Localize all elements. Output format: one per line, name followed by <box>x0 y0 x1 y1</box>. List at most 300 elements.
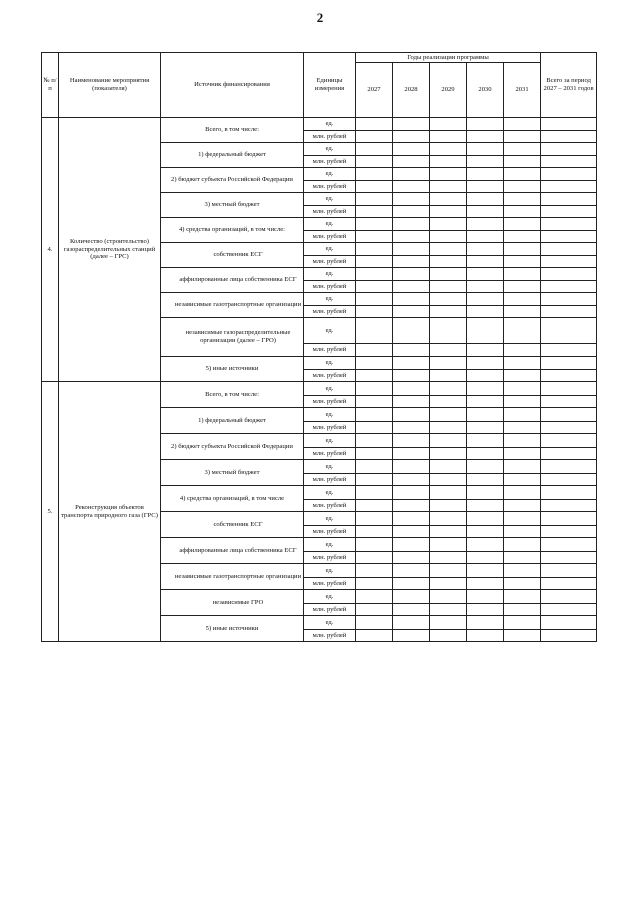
unit-count: ед. <box>304 293 356 306</box>
value-cell <box>430 590 467 604</box>
financing-table <box>41 52 597 642</box>
value-cell <box>356 181 393 193</box>
value-cell <box>356 474 393 486</box>
value-cell <box>356 578 393 590</box>
funding-source: независимые газораспределительные организации (далее – ГРО) <box>161 318 304 357</box>
value-cell <box>430 552 467 564</box>
value-cell <box>356 243 393 256</box>
unit-money: млн. рублей <box>304 281 356 293</box>
total-cell <box>541 357 597 370</box>
value-cell <box>504 460 541 474</box>
unit-count: ед. <box>304 616 356 630</box>
unit-count: ед. <box>304 434 356 448</box>
value-cell <box>430 181 467 193</box>
funding-source: 1) федеральный бюджет <box>161 408 304 434</box>
value-cell <box>504 434 541 448</box>
value-cell <box>430 604 467 616</box>
unit-money: млн. рублей <box>304 131 356 143</box>
value-cell <box>393 344 430 357</box>
value-cell <box>393 474 430 486</box>
section-name: Количество (строительство) газораспределительных станций (далее – ГРС) <box>59 118 161 382</box>
value-cell <box>393 281 430 293</box>
unit-money: млн. рублей <box>304 474 356 486</box>
value-cell <box>356 564 393 578</box>
value-cell <box>356 382 393 396</box>
value-cell <box>393 357 430 370</box>
value-cell <box>356 448 393 460</box>
unit-count: ед. <box>304 564 356 578</box>
value-cell <box>504 206 541 218</box>
value-cell <box>356 344 393 357</box>
value-cell <box>467 156 504 168</box>
value-cell <box>504 382 541 396</box>
unit-money: млн. рублей <box>304 526 356 538</box>
value-cell <box>393 564 430 578</box>
value-cell <box>504 193 541 206</box>
section-name: Реконструкция объектов транспорта природного газа (ГРС) <box>59 382 161 642</box>
value-cell <box>356 318 393 344</box>
value-cell <box>430 344 467 357</box>
total-cell <box>541 293 597 306</box>
total-cell <box>541 243 597 256</box>
value-cell <box>430 434 467 448</box>
funding-source: собственник ЕСГ <box>161 512 304 538</box>
value-cell <box>467 500 504 512</box>
value-cell <box>467 318 504 344</box>
value-cell <box>504 578 541 590</box>
value-cell <box>504 156 541 168</box>
value-cell <box>356 118 393 131</box>
value-cell <box>393 131 430 143</box>
value-cell <box>430 486 467 500</box>
total-cell <box>541 181 597 193</box>
value-cell <box>393 256 430 268</box>
value-cell <box>356 512 393 526</box>
value-cell <box>430 448 467 460</box>
value-cell <box>467 206 504 218</box>
total-cell <box>541 448 597 460</box>
unit-money: млн. рублей <box>304 344 356 357</box>
value-cell <box>356 268 393 281</box>
value-cell <box>467 564 504 578</box>
value-cell <box>467 474 504 486</box>
value-cell <box>430 370 467 382</box>
funding-source: 4) средства организаций, в том числе: <box>161 218 304 243</box>
total-cell <box>541 268 597 281</box>
value-cell <box>504 448 541 460</box>
value-cell <box>430 243 467 256</box>
unit-money: млн. рублей <box>304 370 356 382</box>
value-cell <box>504 318 541 344</box>
total-cell <box>541 281 597 293</box>
value-cell <box>393 590 430 604</box>
value-cell <box>430 193 467 206</box>
page-number: 2 <box>316 10 324 25</box>
unit-money: млн. рублей <box>304 306 356 318</box>
header-num: № п/п <box>42 53 59 118</box>
value-cell <box>504 396 541 408</box>
value-cell <box>504 231 541 243</box>
value-cell <box>504 604 541 616</box>
value-cell <box>467 578 504 590</box>
value-cell <box>356 218 393 231</box>
funding-source: 3) местный бюджет <box>161 193 304 218</box>
value-cell <box>504 552 541 564</box>
section-number: 4. <box>42 118 59 382</box>
total-cell <box>541 382 597 396</box>
total-cell <box>541 218 597 231</box>
value-cell <box>430 268 467 281</box>
unit-count: ед. <box>304 168 356 181</box>
header-year: 2031 <box>504 63 541 118</box>
value-cell <box>356 131 393 143</box>
value-cell <box>504 474 541 486</box>
header-years-group: Годы реализации программы <box>356 53 541 63</box>
value-cell <box>467 486 504 500</box>
value-cell <box>504 344 541 357</box>
value-cell <box>356 422 393 434</box>
value-cell <box>467 526 504 538</box>
total-cell <box>541 422 597 434</box>
unit-count: ед. <box>304 512 356 526</box>
unit-count: ед. <box>304 486 356 500</box>
table-row <box>42 118 597 131</box>
value-cell <box>504 218 541 231</box>
total-cell <box>541 131 597 143</box>
value-cell <box>430 564 467 578</box>
value-cell <box>504 486 541 500</box>
value-cell <box>430 168 467 181</box>
value-cell <box>393 293 430 306</box>
total-cell <box>541 143 597 156</box>
value-cell <box>430 474 467 486</box>
value-cell <box>393 486 430 500</box>
total-cell <box>541 590 597 604</box>
unit-count: ед. <box>304 143 356 156</box>
total-cell <box>541 156 597 168</box>
value-cell <box>430 630 467 642</box>
value-cell <box>430 118 467 131</box>
funding-source: аффилированные лица собственника ЕСГ <box>161 268 304 293</box>
value-cell <box>393 604 430 616</box>
total-cell <box>541 434 597 448</box>
value-cell <box>356 193 393 206</box>
value-cell <box>467 434 504 448</box>
unit-count: ед. <box>304 460 356 474</box>
funding-source: 4) средства организаций, в том числе <box>161 486 304 512</box>
value-cell <box>467 293 504 306</box>
funding-source: Всего, в том числе: <box>161 382 304 408</box>
value-cell <box>393 118 430 131</box>
header-name: Наименование мероприятия (показателя) <box>59 53 161 118</box>
value-cell <box>504 268 541 281</box>
unit-money: млн. рублей <box>304 181 356 193</box>
value-cell <box>467 460 504 474</box>
unit-money: млн. рублей <box>304 604 356 616</box>
value-cell <box>430 143 467 156</box>
total-cell <box>541 604 597 616</box>
value-cell <box>467 552 504 564</box>
value-cell <box>504 630 541 642</box>
value-cell <box>430 382 467 396</box>
funding-source: 2) бюджет субъекта Российской Федерации <box>161 168 304 193</box>
value-cell <box>356 231 393 243</box>
value-cell <box>393 218 430 231</box>
value-cell <box>504 616 541 630</box>
value-cell <box>504 306 541 318</box>
header-year: 2030 <box>467 63 504 118</box>
value-cell <box>393 616 430 630</box>
table-body <box>42 118 597 642</box>
value-cell <box>356 408 393 422</box>
value-cell <box>430 281 467 293</box>
unit-count: ед. <box>304 538 356 552</box>
value-cell <box>430 396 467 408</box>
value-cell <box>393 382 430 396</box>
total-cell <box>541 344 597 357</box>
funding-source: независимые газотранспортные организации <box>161 293 304 318</box>
header-year: 2028 <box>393 63 430 118</box>
unit-money: млн. рублей <box>304 422 356 434</box>
unit-money: млн. рублей <box>304 552 356 564</box>
value-cell <box>504 538 541 552</box>
value-cell <box>467 382 504 396</box>
value-cell <box>356 500 393 512</box>
value-cell <box>393 268 430 281</box>
funding-source: независимые ГРО <box>161 590 304 616</box>
total-cell <box>541 552 597 564</box>
value-cell <box>504 422 541 434</box>
value-cell <box>467 616 504 630</box>
value-cell <box>504 357 541 370</box>
total-cell <box>541 370 597 382</box>
value-cell <box>504 564 541 578</box>
value-cell <box>393 156 430 168</box>
value-cell <box>356 156 393 168</box>
value-cell <box>504 131 541 143</box>
value-cell <box>430 357 467 370</box>
value-cell <box>393 143 430 156</box>
value-cell <box>504 181 541 193</box>
value-cell <box>356 486 393 500</box>
value-cell <box>504 143 541 156</box>
unit-count: ед. <box>304 218 356 231</box>
value-cell <box>467 448 504 460</box>
value-cell <box>393 306 430 318</box>
total-cell <box>541 231 597 243</box>
value-cell <box>393 538 430 552</box>
value-cell <box>467 630 504 642</box>
unit-count: ед. <box>304 382 356 396</box>
value-cell <box>393 193 430 206</box>
value-cell <box>430 500 467 512</box>
funding-source: 3) местный бюджет <box>161 460 304 486</box>
unit-money: млн. рублей <box>304 156 356 168</box>
value-cell <box>467 181 504 193</box>
value-cell <box>467 281 504 293</box>
value-cell <box>504 590 541 604</box>
total-cell <box>541 538 597 552</box>
value-cell <box>430 460 467 474</box>
total-cell <box>541 616 597 630</box>
value-cell <box>504 370 541 382</box>
value-cell <box>430 306 467 318</box>
value-cell <box>467 256 504 268</box>
value-cell <box>393 206 430 218</box>
total-cell <box>541 486 597 500</box>
unit-count: ед. <box>304 318 356 344</box>
unit-money: млн. рублей <box>304 500 356 512</box>
value-cell <box>467 422 504 434</box>
value-cell <box>356 434 393 448</box>
value-cell <box>430 131 467 143</box>
unit-money: млн. рублей <box>304 578 356 590</box>
section-number: 5. <box>42 382 59 642</box>
value-cell <box>356 206 393 218</box>
value-cell <box>356 460 393 474</box>
value-cell <box>430 318 467 344</box>
value-cell <box>356 604 393 616</box>
total-cell <box>541 578 597 590</box>
header-year: 2029 <box>430 63 467 118</box>
total-cell <box>541 460 597 474</box>
funding-source: 5) иные источники <box>161 357 304 382</box>
unit-money: млн. рублей <box>304 256 356 268</box>
value-cell <box>356 281 393 293</box>
unit-count: ед. <box>304 268 356 281</box>
funding-source: собственник ЕСГ <box>161 243 304 268</box>
value-cell <box>467 168 504 181</box>
value-cell <box>356 168 393 181</box>
value-cell <box>430 408 467 422</box>
unit-count: ед. <box>304 590 356 604</box>
value-cell <box>356 538 393 552</box>
value-cell <box>504 408 541 422</box>
total-cell <box>541 206 597 218</box>
value-cell <box>467 143 504 156</box>
value-cell <box>467 590 504 604</box>
value-cell <box>504 512 541 526</box>
value-cell <box>393 434 430 448</box>
value-cell <box>467 306 504 318</box>
value-cell <box>393 578 430 590</box>
value-cell <box>430 526 467 538</box>
header-total: Всего за период 2027 – 2031 годов <box>541 53 597 118</box>
funding-source: 5) иные источники <box>161 616 304 642</box>
unit-count: ед. <box>304 118 356 131</box>
value-cell <box>467 538 504 552</box>
value-cell <box>393 460 430 474</box>
funding-source: аффилированные лица собственника ЕСГ <box>161 538 304 564</box>
unit-money: млн. рублей <box>304 630 356 642</box>
value-cell <box>467 344 504 357</box>
value-cell <box>504 526 541 538</box>
value-cell <box>430 231 467 243</box>
value-cell <box>504 281 541 293</box>
total-cell <box>541 474 597 486</box>
value-cell <box>393 231 430 243</box>
header-year: 2027 <box>356 63 393 118</box>
value-cell <box>356 526 393 538</box>
value-cell <box>393 243 430 256</box>
value-cell <box>430 206 467 218</box>
value-cell <box>467 193 504 206</box>
funding-source: Всего, в том числе: <box>161 118 304 143</box>
value-cell <box>467 131 504 143</box>
value-cell <box>356 293 393 306</box>
value-cell <box>430 293 467 306</box>
value-cell <box>467 604 504 616</box>
value-cell <box>467 118 504 131</box>
total-cell <box>541 408 597 422</box>
total-cell <box>541 630 597 642</box>
value-cell <box>467 370 504 382</box>
value-cell <box>393 396 430 408</box>
value-cell <box>356 370 393 382</box>
value-cell <box>504 256 541 268</box>
value-cell <box>356 357 393 370</box>
value-cell <box>393 318 430 344</box>
unit-count: ед. <box>304 357 356 370</box>
total-cell <box>541 526 597 538</box>
unit-count: ед. <box>304 243 356 256</box>
unit-money: млн. рублей <box>304 396 356 408</box>
header-units: Единицы измерения <box>304 53 356 118</box>
value-cell <box>393 448 430 460</box>
value-cell <box>430 156 467 168</box>
value-cell <box>393 630 430 642</box>
value-cell <box>393 422 430 434</box>
value-cell <box>393 408 430 422</box>
value-cell <box>430 218 467 231</box>
value-cell <box>430 616 467 630</box>
total-cell <box>541 396 597 408</box>
total-cell <box>541 168 597 181</box>
value-cell <box>504 500 541 512</box>
value-cell <box>356 616 393 630</box>
total-cell <box>541 318 597 344</box>
value-cell <box>393 512 430 526</box>
value-cell <box>356 552 393 564</box>
total-cell <box>541 256 597 268</box>
value-cell <box>504 168 541 181</box>
table-row <box>42 382 597 396</box>
unit-money: млн. рублей <box>304 448 356 460</box>
value-cell <box>393 370 430 382</box>
value-cell <box>467 408 504 422</box>
value-cell <box>356 256 393 268</box>
value-cell <box>356 396 393 408</box>
value-cell <box>356 306 393 318</box>
value-cell <box>467 243 504 256</box>
unit-money: млн. рублей <box>304 231 356 243</box>
value-cell <box>467 357 504 370</box>
value-cell <box>393 168 430 181</box>
value-cell <box>467 231 504 243</box>
total-cell <box>541 500 597 512</box>
funding-source: 2) бюджет субъекта Российской Федерации <box>161 434 304 460</box>
value-cell <box>356 630 393 642</box>
value-cell <box>356 590 393 604</box>
value-cell <box>393 500 430 512</box>
value-cell <box>467 512 504 526</box>
total-cell <box>541 512 597 526</box>
value-cell <box>430 256 467 268</box>
header-source: Источник финансирования <box>161 53 304 118</box>
value-cell <box>467 218 504 231</box>
total-cell <box>541 564 597 578</box>
value-cell <box>430 512 467 526</box>
